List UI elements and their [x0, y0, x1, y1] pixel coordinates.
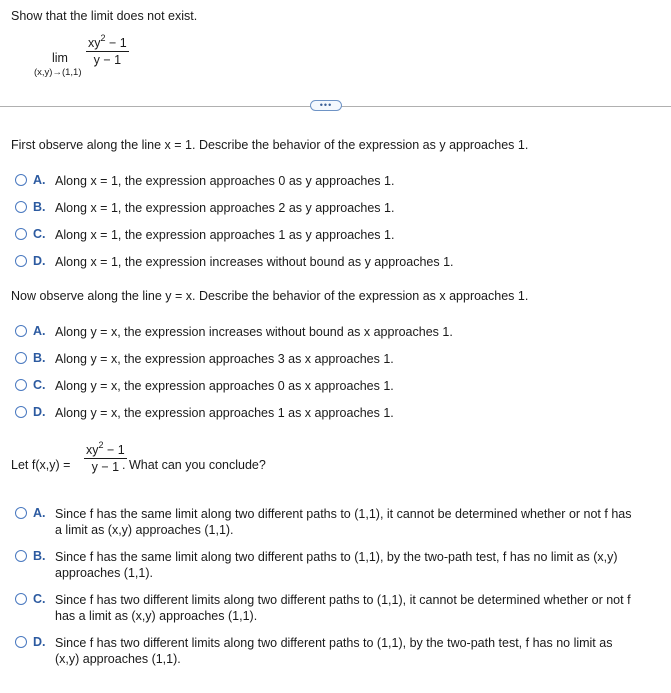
q1-option-b[interactable]: B. Along x = 1, the expression approaches 2 as y approaches 1.	[15, 200, 660, 216]
q3-option-a[interactable]: A. Since f has the same limit along two different paths to (1,1), it cannot be determined whether or not f has a limit as (x,y) approaches (1,1).	[15, 506, 660, 538]
radio-button[interactable]	[15, 255, 27, 267]
q3-option-d[interactable]: D. Since f has two different limits along two different paths to (1,1), by the two-path test, f has no limit as (x,y) approaches (1,1).	[15, 635, 660, 667]
fraction-numerator: $xy^2 - 1$	[86, 440, 125, 457]
limit-fraction	[86, 33, 129, 67]
radio-button[interactable]	[15, 593, 27, 605]
radio-button[interactable]	[15, 228, 27, 240]
limit-subscript: (x,y)→(1,1)	[34, 67, 82, 78]
radio-button[interactable]	[15, 201, 27, 213]
limit-operator: lim	[52, 51, 68, 65]
question-3-tail: . What can you conclude?	[122, 458, 266, 472]
radio-button[interactable]	[15, 636, 27, 648]
radio-button[interactable]	[15, 352, 27, 364]
radio-button[interactable]	[15, 550, 27, 562]
fraction-numerator: $xy^2 - 1$	[88, 33, 127, 50]
q2-option-c[interactable]: C. Along y = x, the expression approaches 0 as x approaches 1.	[15, 378, 660, 394]
q1-option-a[interactable]: A. Along x = 1, the expression approaches 0 as y approaches 1.	[15, 173, 660, 189]
q2-option-a[interactable]: A. Along y = x, the expression increases without bound as x approaches 1.	[15, 324, 660, 340]
show-more-button[interactable]: •••	[310, 100, 342, 111]
question-1-text: First observe along the line x = 1. Describe the behavior of the expression as y approaches 1.	[11, 138, 529, 152]
radio-button[interactable]	[15, 379, 27, 391]
q3-option-c[interactable]: C. Since f has two different limits along two different paths to (1,1), it cannot be determined whether or not f has a limit as (x,y) approaches (1,1).	[15, 592, 660, 624]
radio-button[interactable]	[15, 507, 27, 519]
q3-option-b[interactable]: B. Since f has the same limit along two different paths to (1,1), by the two-path test, f has no limit as (x,y) approaches (1,1).	[15, 549, 660, 581]
radio-button[interactable]	[15, 406, 27, 418]
q2-option-d[interactable]: D. Along y = x, the expression approaches 1 as x approaches 1.	[15, 405, 660, 421]
radio-button[interactable]	[15, 325, 27, 337]
q2-option-b[interactable]: B. Along y = x, the expression approaches 3 as x approaches 1.	[15, 351, 660, 367]
question-3-let: Let f(x,y) =	[11, 458, 71, 472]
q1-option-d[interactable]: D. Along x = 1, the expression increases without bound as y approaches 1.	[15, 254, 660, 270]
fraction-denominator: y − 1	[93, 53, 122, 67]
problem-prompt: Show that the limit does not exist.	[11, 9, 198, 23]
q1-option-c[interactable]: C. Along x = 1, the expression approaches 1 as y approaches 1.	[15, 227, 660, 243]
fraction-denominator: y − 1	[91, 460, 120, 474]
question-2-text: Now observe along the line y = x. Describe the behavior of the expression as x approaches 1.	[11, 289, 529, 303]
function-fraction	[84, 440, 127, 474]
radio-button[interactable]	[15, 174, 27, 186]
